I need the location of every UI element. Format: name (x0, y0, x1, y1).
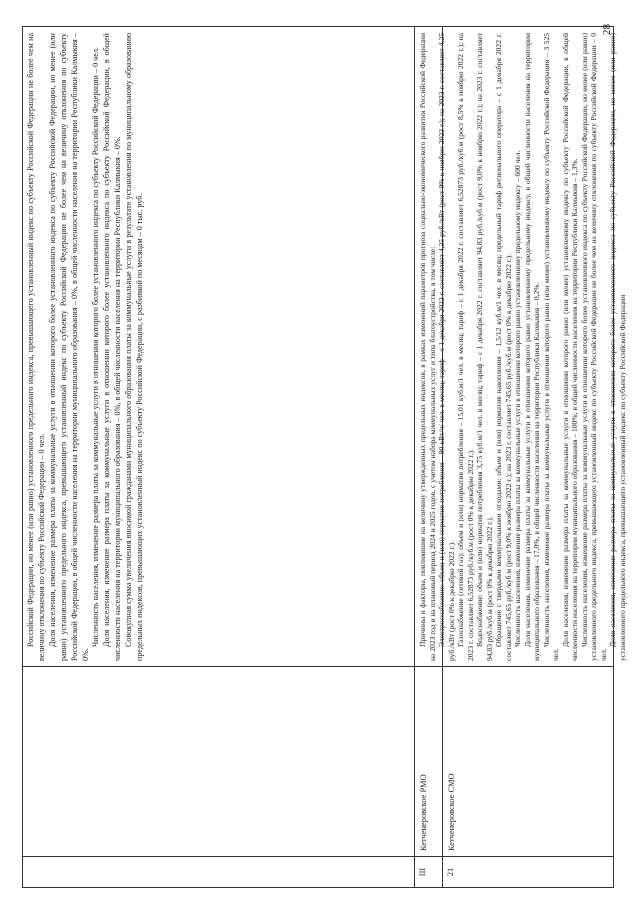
row-number-cell (23, 856, 414, 887)
regulation-table (22, 26, 627, 888)
paragraph: Доля населения, изменение размера платы за коммунальные услуги в отношении которого более установленного индекса по субъекту Российской Федерации, но менее (или равно) установленного предельного индекса, превышающего установленный индекс по субъекту Российской Федерации (608, 33, 627, 661)
paragraph: Причины и факторы, повлиявшие на величину утвержденных предельных индексов, в рамках изменений параметров прогноза социально-экономического развития Российской Федерации на 2023 год и на плановый период 2024 и 2025 годов, с учетом набора коммунальных услуг и типа благоустройства, в том числе: (418, 33, 437, 661)
description-block (415, 27, 627, 667)
paragraph: Доля населения, изменение размера платы за коммунальные услуги в отношении которого более установленного индекса по субъекту Российской Федерации, в общей численности населения на территории муниципального образования – 0%, в общей численности населения на территории Республики Калмыкия – 0%. (102, 33, 123, 661)
paragraph: Электроснабжение: объем и (или) норматив потребления – 90 кВт/ч/ чел. в месяц; тариф – с 1 декабря 2022 г. составляет 4,25 руб./кВт (рост 9% к ноябрю 2022 г.); на 2023 г. составляет 4,25 руб./кВт (рост 0% к декабрю 2022 г.). (437, 33, 456, 661)
row-number-cell: III (415, 856, 442, 887)
paragraph: Численность населения, изменение размера платы за коммунальные услуги в отношении которого равно (или менее) установленному индексу по субъекту Российской Федерации – 3 525 чел. (541, 33, 560, 661)
paragraph: Численность населения, изменение размера платы за коммунальные услуги в отношении которого более установленного индекса по субъекту Российской Федерации, но менее (или равно) установленного предельного индекса, превышающего установленный индекс по субъекту Российской Федерации не более чем на величину отклонения по субъекту Российской Федерации – 0 чел. (579, 33, 608, 661)
row-number-cell: 21 (443, 856, 613, 887)
paragraph: Водоснабжение: объем и (или) норматив потребления 3,75 куб.м/1 чел. в месяц; тариф – с 1 декабря 2022 г. составляет 94,83 руб./куб.м (рост 9,0% к ноябрю 2022 г.); на 2023 г. составляет 94,83 руб./куб.м (рост 0% к декабрю 2022 г.). (475, 33, 494, 661)
municipality-cell: Кетченеровское РМО (415, 666, 442, 857)
paragraph: Российской Федерации, но менее (или равно) установленного предельного индекса, превышающего установленный индекс по субъекту Российской Федерации не более чем на величину отклонения по субъекту Российской Федерации – 0 чел. (26, 33, 46, 661)
municipality-cell: Кетченеровское СМО (443, 666, 613, 857)
paragraph: Численность населения, изменение размера платы за коммунальные услуги в отношении которого более установленного индекса по субъекту Российской Федерации – 0 чел. (91, 47, 101, 647)
page-number: 28 (601, 24, 613, 35)
paragraph: Численность населения, изменение размера платы за коммунальные услуги в отношении которого равно установленному предельному индексу – 600 чел. (513, 150, 522, 647)
paragraph: Обращение с твердыми коммунальными отходами: объем и (или) норматив накопления – 1,5/12 куб.м/1 чел. в месяц; предельный тариф регионального оператора – с 1 декабря 2022 г. составляет 745,65 руб./куб.м (рост 9,0% к ноябрю 2022 г.); на 2023 г. составляет 745,65 руб./куб.м (рост 0% к декабрю 2022 г.). (494, 33, 513, 661)
paragraph: Доля населения, изменение размера платы за коммунальные услуги в отношении которого равно установленному предельному индексу, в общей численности населения на территории муниципального образования – 17,0%, в общей численности населения на территории Республики Калмыкия – 0,2%. (522, 33, 541, 661)
paragraph: Доля населения, изменение размера платы за коммунальные услуги в отношении которого более установленного индекса по субъекту Российской Федерации, но менее (или равно) установленного предельного индекса, превышающего установленный индекс по субъекту Российской Федерации не более чем на величину отклонения по субъекту Российской Федерации, в общей численности населения на территории муниципального образования – 0%, в общей численности населения на территории Республики Калмыкия – 0%. (47, 33, 90, 661)
municipality-cell (23, 666, 414, 857)
paragraph: Совокупная сумма увеличения вносимой гражданами муниципального образования платы за коммунальные услуги в результате установления по муниципальному образованию предельных индексов, превышающих установленный индекс по субъекту Российской Федерации, с разбивкой по месяцам – 0 тыс. руб. (124, 33, 145, 661)
paragraph: Газоснабжение (сетевой газ): объем и (или) норматив потребления – 15,01 куб.м/1 чел. в месяц; тариф – с 1 декабря 2022 г. составляет 6,52873 руб./куб.м (рост 8,5% к ноябрю 2022 г.); на 2023 г. составляет 6,52873 руб./куб.м (рост 0% к декабрю 2022 г.). (456, 33, 475, 661)
paragraph: Доля населения, изменение размера платы за коммунальные услуги в отношении которого равно (или менее) установленному индексу по субъекту Российской Федерации, в общей численности населения на территории муниципального образования – 100%; в общей численности населения на территории Республики Калмыкия – 1,3%. (560, 33, 579, 661)
table-row (23, 27, 415, 887)
description-cell (23, 27, 414, 667)
